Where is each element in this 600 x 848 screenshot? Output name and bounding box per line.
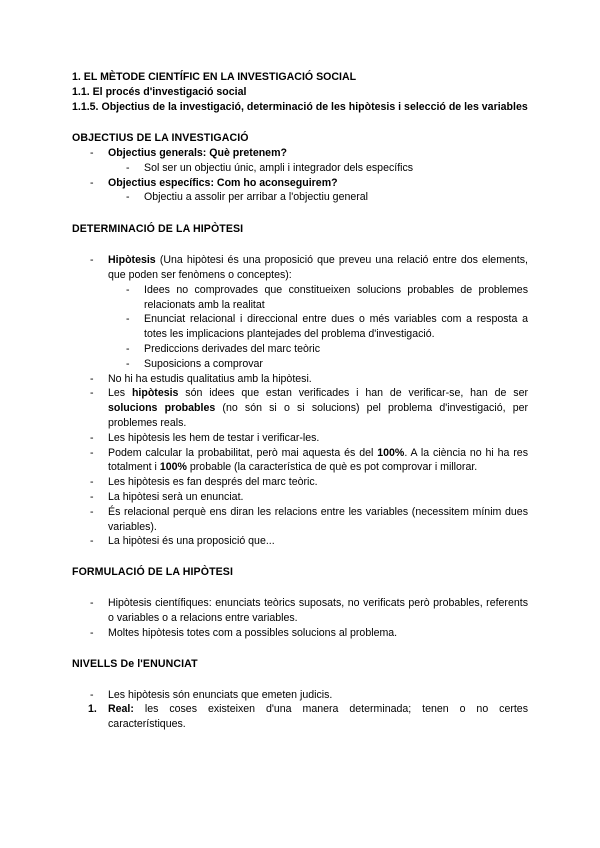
objectius-especifics-desc: Objectiu a assolir per arribar a l'objectiu general: [144, 191, 369, 204]
dash-bullet: -: [90, 254, 94, 267]
list-item: [72, 626, 528, 641]
bullet-text: La hipòtesi serà un enunciat.: [108, 490, 244, 503]
title-subsection: 1.1.5. Objectius de la investigació, determinació de les hipòtesis i selecció de les variables: [72, 101, 528, 113]
list-item: [72, 342, 528, 357]
list-item: [72, 357, 528, 372]
bullet-text: Les hipòtesis es fan després del marc teòric.: [108, 476, 318, 489]
objectius-especifics: Objectius específics: Com ho aconseguirem?: [108, 176, 338, 189]
list-item: [72, 190, 528, 205]
list-item: [72, 176, 528, 191]
title-main: 1. EL MÈTODE CIENTÍFIC EN LA INVESTIGACIÓ SOCIAL: [72, 71, 357, 83]
list-item: [72, 146, 528, 161]
dash-bullet: -: [126, 342, 130, 355]
heading-objectius: OBJECTIUS DE LA INVESTIGACIÓ: [72, 132, 249, 144]
dash-bullet: -: [90, 505, 94, 518]
bold-term: solucions probables: [108, 402, 216, 415]
objectius-generals-desc: Sol ser un objectiu únic, ampli i integrador dels específics: [144, 161, 414, 174]
list-number: 1.: [88, 703, 97, 716]
dash-bullet: -: [90, 372, 94, 385]
list-item: [72, 431, 528, 446]
title-section: 1.1. El procés d'investigació social: [72, 86, 247, 98]
sub-item-2: Enunciat relacional i direccional entre dues o més variables com a resposta a totes les implicacions plantejades del problema d'investigació.: [144, 313, 528, 341]
list-item: [72, 446, 528, 476]
list-item: [72, 161, 528, 176]
list-item: [72, 688, 528, 703]
bullet-text: (no són si o si solucions) pel problema d'investigació, per problemes reals.: [108, 402, 528, 429]
bold-term: 100%: [377, 446, 405, 459]
list-item: [72, 534, 528, 549]
list-item: [72, 596, 528, 626]
sub-item-4: Suposicions a comprovar: [144, 357, 263, 370]
list-item: [72, 702, 528, 732]
bullet-text: La hipòtesi és una proposició que...: [108, 535, 275, 548]
dash-bullet: -: [90, 688, 94, 701]
bullet-text: són idees que estan verificades i han de verificar-se, han de ser: [178, 387, 528, 400]
document-page: [72, 70, 528, 732]
bullet-text: . A la ciència no hi ha res totalment i: [108, 446, 528, 474]
dash-bullet: -: [90, 476, 94, 489]
bullet-text: Hipòtesis científiques: enunciats teòrics suposats, no verificats però probables, referents o variables o a relacions entre variables.: [108, 597, 528, 624]
bullet-text: les coses existeixen d'una manera determinada; tenen o no certes característiques.: [108, 703, 528, 731]
dash-bullet: -: [90, 597, 94, 610]
hipotesis-term: Hipòtesis: [108, 254, 156, 267]
heading-determinacio: DETERMINACIÓ DE LA HIPÒTESI: [72, 223, 244, 236]
dash-bullet: -: [126, 161, 130, 174]
list-item: [72, 372, 528, 387]
dash-bullet: -: [90, 176, 94, 189]
bold-term: 100%: [159, 461, 187, 474]
dash-bullet: -: [90, 147, 94, 159]
dash-bullet: -: [126, 313, 130, 326]
list-item: [72, 283, 528, 313]
dash-bullet: -: [90, 387, 94, 400]
list-item: [72, 386, 528, 430]
bullet-text: Les hipòtesis són enunciats que emeten judicis.: [108, 688, 333, 701]
bullet-text: Les hipòtesis les hem de testar i verificar-les.: [108, 431, 320, 444]
bullet-text: Podem calcular la probabilitat, però mai aquesta és del: [108, 446, 378, 459]
objectius-generals: Objectius generals: Què pretenem?: [108, 147, 287, 159]
heading-formulacio: FORMULACIÓ DE LA HIPÒTESI: [72, 566, 234, 579]
bullet-text: Moltes hipòtesis totes com a possibles solucions al problema.: [108, 626, 398, 639]
dash-bullet: -: [90, 626, 94, 639]
bold-term: Real:: [108, 703, 134, 716]
dash-bullet: -: [126, 283, 130, 296]
hipotesis-definition: (Una hipòtesi és una proposició que preveu una relació entre dos elements, que poden ser fenòmens o conceptes):: [108, 254, 528, 281]
bullet-text: No hi ha estudis qualitatius amb la hipòtesi.: [108, 372, 312, 385]
list-item: [72, 505, 528, 535]
sub-item-3: Prediccions derivades del marc teòric: [144, 342, 321, 355]
bullet-text: Les: [108, 387, 132, 400]
dash-bullet: -: [90, 446, 94, 459]
dash-bullet: -: [126, 191, 130, 204]
dash-bullet: -: [126, 357, 130, 370]
list-item: [72, 475, 528, 490]
bullet-text: probable (la característica de què es pot comprovar i millorar.: [186, 461, 478, 474]
list-item: [72, 490, 528, 505]
list-item: [72, 253, 528, 283]
sub-item-1: Idees no comprovades que constitueixen solucions probables de problemes relacionats amb la realitat: [144, 283, 528, 311]
dash-bullet: -: [90, 490, 94, 503]
dash-bullet: -: [90, 535, 94, 548]
dash-bullet: -: [90, 431, 94, 444]
bold-term: hipòtesis: [131, 387, 179, 400]
list-item: [72, 312, 528, 342]
heading-nivells: NIVELLS De l'ENUNCIAT: [72, 657, 198, 670]
bullet-text: És relacional perquè ens diran les relacions entre les variables (necessitem mínim dues variables).: [108, 505, 528, 533]
